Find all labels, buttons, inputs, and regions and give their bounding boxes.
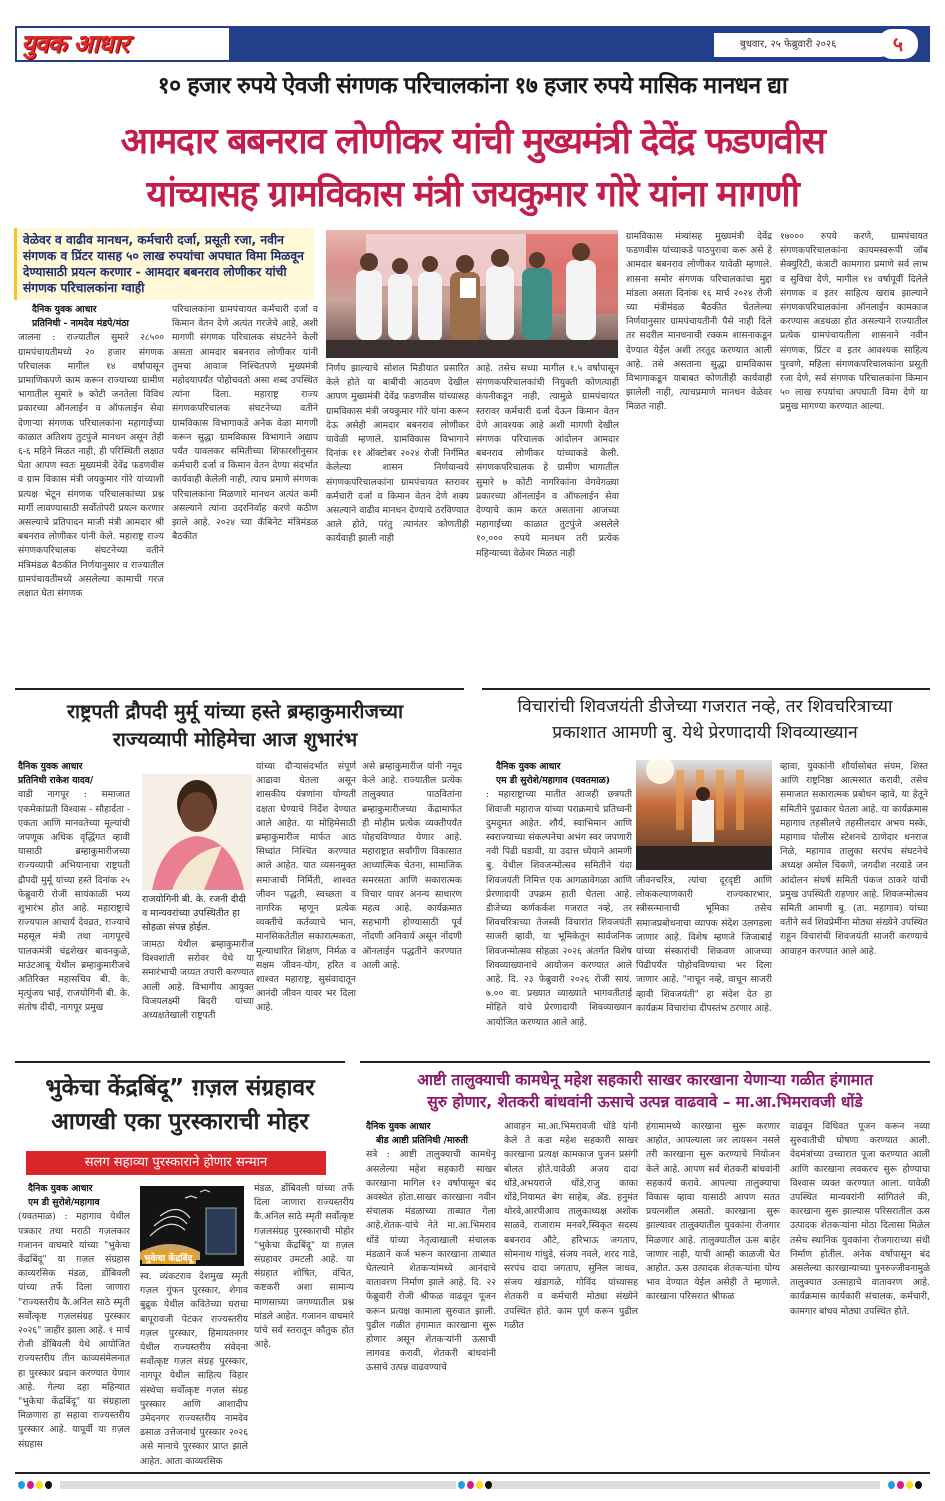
story2-column-2 (142, 938, 254, 1076)
story5-headline-line2: सुरु होणार, शेतकरी बांधवांनी ऊसाचे उत्पन्न वाढवावे – मा.आ.भिमरावजी धोंडे (427, 1093, 863, 1111)
story5-body-1: सत्रे : आष्टी तालुक्याची कामधेनू असलेल्या महेश सहकारी साखर कारखाना मागिल १२ वर्षापासून बंद अवस्थेत होता.साखर कारखाना नवीन संचालक मंडळाच्या ताब्यात गेला आहे.शेतक-यांचे नेते मा.आ.भिमराव धोंडे यांच्या नेतृत्वाखाली संचालक मंडळाने कर्ज भरून कारखाना ताब्यात घेतल्याने शेतकऱ्यांमध्ये आनंदाचे वातावरण निर्माण झाले आहे. दि. २२ फेब्रुवारी रोजी श्रीफळ वाढवून पूजन करून प्रत्यक्ष कामाला सुरुवात झाली. पुढील गळीत हंगामात कारखाना सुरू होणार असून शेतकऱ्यांनी ऊसाची लागवड करावी, शेतकरी बांधवांनी ऊसाचे उत्पन्न वाढवण्याचे (366, 1149, 496, 1374)
story2-byline-reporter: प्रतिनिधी राकेश यादव/ (18, 775, 94, 787)
story3-column-3 (780, 760, 928, 1075)
story5-byline-paper: दैनिक युवक आधार (366, 1121, 431, 1132)
section-divider (15, 688, 464, 690)
newspaper-logo: युवक आधार (17, 28, 229, 60)
registration-dot (18, 1481, 25, 1489)
story3-body-1: : महाराष्ट्राच्या मातीत आजही छत्रपती शिवाजी महाराज यांच्या पराक्रमाचे प्रतिध्वनी दुमदुमत आहेत. शौर्य, स्वाभिमान आणि स्वराज्याच्या संकल्पनेचा अभंग स्वर जपणारी नवी पिढी घडावी, या उदात्त ध्येयाने आमणी बु. येथील शिवजन्मोत्सव समितीने यंदा शिवजयंती निमित्त एक आगळावेगळा आणि प्रेरणादायी उपक्रम हाती घेतला आहे. डीजेच्या कर्णकर्कश गजरात नव्हे, तर शिवचरित्राच्या तेजस्वी विचारांत शिवजयंती साजरी व्हावी, या भूमिकेतून सार्वजनिक शिवजन्मोत्सव सोहळा २०२६ अंतर्गत विशेष शिवव्याख्यानाचे आयोजन करण्यात आले आहे. दि. २३ फेब्रुवारी २०२६ रोजी सायं. ७.०० वा. प्रख्यात व्याख्याते भागवतीताई मोहिते यांचे प्रेरणादायी शिवव्याख्यान आयोजित करण्यात आले आहे. (486, 789, 632, 1028)
story3-headline-line1: विचारांची शिवजयंती डीजेच्या गजरात नव्हे, तर शिवचरित्राच्या (517, 697, 893, 717)
lead-byline-reporter: प्रतिनिधी - नामदेव मंडपे/मंठा (32, 318, 129, 330)
registration-dot (467, 1481, 474, 1489)
story5-column-3 (646, 1120, 780, 1468)
registration-dot (888, 1481, 895, 1489)
story3-headline-line2: प्रकाशात आमणी बु. येथे प्रेरणादायी शिवव्याख्यान (552, 723, 858, 743)
lead-column-5 (626, 230, 772, 684)
story4-byline-reporter: एम डी सुरोशे/महागाव (28, 1197, 100, 1209)
lead-body-1: जालना : राज्यातील सुमारे २८५०० ग्रामपंचायतीमध्ये २० हजार संगणक परिचालक मागील १४ वर्षापासून प्रामाणिकपणे काम करून राज्याच्या ग्रामीण भागातील सुमारे ७ कोटी जनतेला विविध प्रकारच्या ऑनलाईन व ऑफलाईन सेवा देणाऱ्या संगणक परिचालकांना महागाईच्या काळात अतिशय तुटपुंजे मानधन असून तेही ६-६ महिने मिळत नाही, ही परिस्थिती लक्षात घेता आपण स्वतः मुख्यमंत्री देवेंद्र फडणवीस व ग्राम विकास मंत्री जयकुमार गोरे यांच्याशी प्रत्यक्ष भेटून संगणक परिचालकांच्या प्रश्न मार्गी लावण्यासाठी सर्वोतोपरी प्रयत्न करणार असल्याचे प्रतिपादन माजी मंत्री आमदार श्री बबनराव लोणीकर यांनी केले. महाराष्ट्र राज्य संगणकपरिचालक संघटनेच्या वतीने मंत्रिमंडळ बैठकीत निर्णयानुसार व राज्यातील ग्रामपंचायतीमध्ये असलेल्या कामाची गरज लक्षात घेता संगणक (18, 332, 164, 600)
story5-body-3: हंगामामध्ये कारखाना सुरू करणार आहोत, आपल्याला जर लायसन नसले तरी कारखाना सुरू करण्याचे नियोजन केले आहे. आपण सर्व शेतकरी बांधवांनी सहकार्य करावे. आपल्या तालुक्याचा विकास व्हावा यासाठी आपण सतत प्रयत्नशील असतो. कारखाना सुरू झाल्यावर तालुक्यातील युवकांना रोजगार मिळणार आहे. तालुक्यातील ऊस बाहेर जाणार नाही, याची आम्ही काळजी घेत आहोत. ऊस उत्पादक शेतकऱ्यांना योग्य भाव देण्यात येईल असेही ते म्हणाले. कारखाना परिसरात श्रीफळ (646, 1121, 780, 1303)
lead-column-2 (172, 303, 318, 685)
lead-photo-scene (326, 230, 618, 358)
story4-headline (15, 1071, 345, 1139)
lead-headline-line2: यांच्यासह ग्रामविकास मंत्री जयकुमार गोरे यांना मागणी (146, 174, 799, 215)
lead-subhead: वेळेवर व वाढीव मानधन, कर्मचारी दर्जा, प्रसूती रजा, नवीन संगणक व प्रिंटर यासह ५० लाख रुपयांचा अपघात विमा मिळवून देण्यासाठी प्रयत्न करणार - आमदार बबनराव लोणीकर यांची संगणक परिचालकांना ग्वाही (14, 228, 314, 300)
story5-column-1 (366, 1120, 496, 1468)
story3-body-3: व्हावा, युवकांनी शौर्यासोबत संयम, शिस्त आणि राष्ट्रनिष्ठा आत्मसात करावी, तसेच समाजात सकारात्मक प्रबोधन व्हावे, या हेतूने समितीने पुढाकार घेतला आहे. या कार्यक्रमास महागाव तहसीलचे तहसीलदार अभय मस्के, महागाव पोलीस स्टेशनचे ठाणेदार धनराज निळे, महागाव तालुका सरपंच संघटनेचे अध्यक्ष अमोल चिकणे, जगदीश नरवाडे जन आंदोलन संघर्ष समिती पंकज ठाकरे यांची प्रमुख उपस्थिती राहणार आहे. शिवजन्मोत्सव समिती आमणी बु. (ता. महागाव) यांच्या वतीने सर्व शिवप्रेमींना मोठ्या संख्येने उपस्थित राहून विचारांची शिवजयंती साजरी करण्याचे आवाहन करण्यात आले आहे. (780, 761, 928, 957)
registration-dot (915, 1481, 922, 1489)
story2-body-4: असे ब्रम्हाकुमारीज यांनी नमूद केले आहे. राज्यातील प्रत्येक तालुक्यात पाठवितांना ब्रम्हाकुमारीजच्या केंद्रामार्फत ही मोहीम प्रत्येक व्यक्तीपर्यंत पोहचविण्यात येणार आहे. महाराष्ट्रात सर्वांगीण विकासात आध्यात्मिक चेतना, सामाजिक समरसता आणि सकारात्मक विचार यावर अनन्य साधारण महत्व आहे. कार्यक्रमात सहभागी होण्यासाठी पूर्व नोंदणी अनिवार्य असून नोंदणी ऑनलाईन पद्धतीने करण्यात आली आहे. (362, 761, 462, 971)
story3-body-2: जीवनचरित्र, त्यांचा दूरदृष्टी आणि लोककल्याणकारी राज्यकारभार, स्त्रीसन्मानाची भूमिका तसेच समाजप्रबोधनाचा व्यापक संदेश उलगडला जाणार आहे. विशेष म्हणजे जिजाबाई यांच्या संस्कारांची शिकवण आजच्या पिढीपर्यंत पोहोचविण्याचा भर दिला जाणार आहे. "नाचून नव्हे, वाचून साजरी व्हावी शिवजयंती" हा संदेश देत हा कार्यक्रम विचारांचा दीपस्तंभ ठरणार आहे. (636, 875, 772, 1014)
story4-headline-line2: आणखी एका पुरस्काराची मोहर (51, 1109, 309, 1135)
lead-body-5: ग्रामविकास मंत्र्यांसह मुख्यमंत्री देवेंद्र फडणवीस यांच्याकडे पाठपुरावा करू असे हे आमदार बबनराव लोणीकर यावेळी म्हणाले. शासना समोर संगणक परिचालकांचा मुद्दा मांडला असता दिनांक १६ मार्च २०२४ रोजी च्या मंत्रीमंडळ बैठकीत घेतलेल्या निर्णयानुसार ग्रामपंचायतीनी पैसे नाही दिले तर सदरील मानधनाची रक्कम शासनाकडून देण्यात येईल अशी तरतूद करण्यात आली आहे. तसे असताना सुद्धा ग्रामविकास विभागाकडून याबाबत कोणतीही कार्यवाही झालेली नाही, त्याचप्रमाणे मानधन वेळेवर मिळत नाही. (626, 231, 772, 413)
story4-byline-paper: दैनिक युवक आधार (28, 1183, 93, 1194)
story2-body-3: यांच्या दौऱ्यासंदर्भात संपूर्ण आढावा घेतला असून शासकीय यंत्रणांना योग्यती दक्षता घेण्याचे निर्देश देण्यात आले आहेत. या मोहिमेसाठी ब्रम्हाकुमारीज मार्फत आठ सिध्दांत निश्चित करण्यात आले आहेत. यात व्यसनमुक्त समाजाची निर्मिती, शाश्वत जीवन पद्धती, स्वच्छता व नागरिक म्हणून प्रत्येक व्यक्तीचे कर्तव्याचे भान, मानसिकतेतील सकारात्मकता, मूल्याधारित शिक्षण, निर्मळ व सक्षम जीवन-योग, हरित व शाश्वत महाराष्ट्र, सुसंवादातून आनंदी जीवन यावर भर दिला आहे. (256, 761, 356, 1014)
section-divider (360, 1061, 930, 1063)
registration-dot (458, 1481, 465, 1489)
registration-dot (45, 1481, 52, 1489)
story5-body-2: आवाहन मा.आ.भिमरावजी धोंडे यांनी केले ते कडा महेश सहकारी साखर कारखाना प्रत्यक्ष कामकाज पुजन प्रसंगी बोलत होते.यावेळी अजय दादा धोंडे,अभयराजे धोंडे,राजु काका धोंडे,नियामत बेग साहेब, ॲड. हनुमंत थोरवे,आरपीआय तालुकाध्यक्ष अशोक साळवे, राजाराम मनवरे,स्विकृत सदस्य बबनराव औटे, हरिभाऊ जगताप, सोमनाथ गांधुडे, संजय नवले, शरद गाडे, सरपंच दादा जगताप, सुनिल जाधव, संजय खंडागळे, गोविंद यांच्यासह शेतकरी व कर्मचारी मोठ्या संख्येने उपस्थित होते. काम पूर्ण करून पुढील गळीत (504, 1121, 638, 1331)
lead-photo (326, 230, 618, 358)
lead-body-2: परिचालकांना ग्रामपंचायत कर्मचारी दर्जा व किमान वेतन देणे अत्यंत गरजेचे आहे, अशी मागणी संगणक परिचालक संघटनेने केली असता आमदार बबनराव लोणीकर यांनी तुमचा आवाज निश्चितपणे मुख्यमंत्री महोदयापर्यंत पोहोचवतो असा शब्द उपस्थित त्यांना दिला. महाराष्ट्र राज्य संगणकपरिचालक संघटनेच्या वतीने ग्रामविकास विभागाकडे अनेक वेळा मागणी करून सुद्धा ग्रामविकास विभागाने अद्याप पर्यंत यावलकर समितीच्या शिफारशीनुसार कर्मचारी दर्जा व किमान वेतन देण्या संदर्भात कार्यवाही केलेली नाही, त्याच प्रमाणे संगणक परिचालकांना मिळणारे मानधन अत्यंत कमी असल्याने त्यांना उदरनिर्वाह करणे कठीण झाले आहे. २०२४ च्या कॅबिनेट मंत्रिमंडळ बैठकीत (172, 304, 318, 543)
lead-column-4 (476, 362, 619, 684)
story3-byline-reporter: एम डी सुरोशे/महागाव (यवतमाळ) (496, 775, 611, 787)
story2-headline (15, 698, 455, 754)
story2-column-4 (362, 760, 462, 1075)
story2-column-3 (256, 760, 356, 1075)
issue-date: बुधवार, २५ फेब्रुवारी २०२६ (714, 33, 892, 57)
story5-body-4: वाढवून विधिवत पूजन करून नव्या सुरुवातीची घोषणा करण्यात आली. वेदमंत्रांच्या उच्चारात पूजा करण्यात आली आणि कारखाना लवकरच सुरू होण्याचा विश्वास व्यक्त करण्यात आला. यावेळी उपस्थित मान्यवरांनी सांगितले की, कारखाना सुरू झाल्यास परिसरातील ऊस उत्पादक शेतकऱ्यांना मोठा दिलासा मिळेल तसेच स्थानिक युवकांना रोजगाराच्या संधी निर्माण होतील. अनेक वर्षापासून बंद असलेल्या कारखान्याच्या पुनरुज्जीवनामुळे तालुक्यात उत्साहाचे वातावरण आहे. कार्यक्रमास कार्यकारी संचालक, कर्मचारी, कामगार बांधव मोठ्या उपस्थित होते. (790, 1121, 930, 1317)
registration-dot (897, 1481, 904, 1489)
page-number: ५ (878, 29, 918, 59)
section-divider (482, 688, 930, 690)
story5-column-4 (790, 1120, 930, 1468)
story2-body-1: वाडी नागपूर : समाजात एकमेकांप्रती विश्वास - सौहार्दता - एकता आणि मानवतेच्या मूल्यांची जपणूक अधिक वृद्धिंगत व्हावी यासाठी ब्रम्हाकुमारीजच्या राज्यव्यापी अभियानाचा राष्ट्रपती द्रौपदी मुर्मू यांच्या हस्ते दिनांक २५ फेब्रुवारी रोजी सायंकाळी भव्य शुभारंभ होत आहे. महाराष्ट्राचे राज्यपाल आचार्य देवव्रत, राज्याचे महसूल मंत्री तथा नागपूरचे पालकमंत्री चंद्रशेखर बावनकुळे, माउंटआबू येथील ब्रम्हाकुमारीजचे अतिरिक्त महासचिव बी. के. मृत्युंजय भाई, राजयोगिनी बी. के. संतोष दीदी, नागपूर प्रमुख (18, 789, 130, 1014)
registration-strip (60, 1481, 456, 1489)
lead-kicker: १० हजार रुपये ऐवजी संगणक परिचालकांना १७ हजार रुपये मासिक मानधन द्या (157, 73, 788, 99)
story4-body-2: स्व. व्यंकटराव देशमुख स्मृती गज़ल गुंफन पुरस्कार, शेगाव बुद्रुक येथील कवितेच्या घराचा बापूरावजी पेटकर राज्यस्तरीय गज़ल पुरस्कार, हिमायतनगर येथील राज्यस्तरीय संवेदना सर्वोत्कृष्ट गज़ल संग्रह पुरस्कार, नागपूर येथील साहित्य विहार संस्थेचा सर्वोत्कृष्ट गज़ल संग्रह पुरस्कार आणि आशादीप उमेदनगर राज्यस्तरीय नामदेव ढसाळ उत्तेजनार्थ पुरस्कार २०२६ असे मानाचे पुरस्कार प्राप्त झाले आहेत. आता काव्यरसिक (140, 1271, 248, 1467)
story2-byline-paper: दैनिक युवक आधार (18, 761, 83, 772)
story2-headline-line2: राज्यव्यापी मोहिमेचा आज शुभारंभ (112, 728, 358, 751)
story4-column-3 (254, 1182, 354, 1468)
story2-column-1 (18, 760, 130, 1075)
story4-column-2 (140, 1270, 248, 1468)
story3-photo (636, 760, 772, 870)
lead-column-1 (18, 303, 164, 685)
lead-body-3: निर्णय झाल्याचे सोशल मिडीयात प्रसारित केले होते या बाबीची आठवण देखील आपण मुख्यमंत्री देवेंद्र फडणवीस यांच्यासह ग्रामविकास मंत्री जयकुमार गोरे यांना करून देऊ असेही आमदार बबनराव लोणीकर यावेळी म्हणाले. ग्रामविकास विभागाने दिनांक ११ ऑक्टोबर २०२४ रोजी निर्गमित केलेल्या शासन निर्णयान्वये संगणकपरिचालकांना ग्रामपंचायत स्तरावर कर्मचारी दर्जा व किमान वेतन देणे शक्य असल्याने वाढीव मानधन देण्याचे ठरविण्यात आले होते, परंतु त्यानंतर कोणतीही कार्यवाही झाली नाही (326, 363, 469, 545)
story2-body-2: जामठा येथील ब्रम्हाकुमारीज विश्वशांती सरोवर येथे या समारंभाची जय्यत तयारी करण्यात आली आहे. विभागीय आयुक्त विजयलक्ष्मी बिदरी यांच्या अध्यक्षतेखाली राष्ट्रपती (142, 939, 254, 1022)
story3-byline-paper: दैनिक युवक आधार (496, 761, 561, 772)
story4-body-3: मंडळ, डोंबिवली यांच्या तर्फे दिला जाणारा राज्यस्तरीय कै.अनिल साठे स्मृती सर्वोत्कृष्ट गज़लसंग्रह पुरस्काराची मोहोर "भुकेचा केंद्रबिंदू" या ग़ज़ल संग्रहावर उमटली आहे. या संग्रहात शोषित, वंचित, कष्टकरी अशा सामान्य माणसाच्या जगण्यातील प्रश्न मांडले आहेत. गजानन वाघमारे यांचे सर्व स्तरातून कौतुक होत आहे. (254, 1183, 354, 1351)
story2-headline-line1: राष्ट्रपती द्रौपदी मुर्मू यांच्या हस्ते ब्रम्हाकुमारीजच्या (67, 700, 403, 723)
story3-headline (480, 694, 930, 746)
book-title-label: भुकेचा केंद्रबिंदू (144, 1254, 193, 1264)
story5-headline-line1: आष्टी तालुक्याची कामधेनू महेश सहकारी साखर कारखाना येणाऱ्या गळीत हंगामात (417, 1071, 873, 1089)
story5-headline (360, 1069, 930, 1113)
masthead-bar (15, 26, 930, 62)
story3-photo-scene (636, 760, 772, 870)
story2-photo-caption: राजयोगिनी बी. के. रजनी दीदी व मान्यवरांच्या उपस्थितीत हा सोहळा संपन्न होईल. (142, 894, 246, 933)
lead-column-3 (326, 362, 469, 684)
lead-body-6: १७००० रुपये करणे, ग्रामपंचायत संगणकपरिचालकांना कायमस्वरूपी जॉब सेक्युरिटी, कंत्राटी कामगारा प्रमाणे सर्व लाभ व सुविधा देणे, मागील १४ वर्षापूर्वी दिलेले संगणक व इतर साहित्य खराब झाल्याने संगणकपरिचालकांना ऑनलाईन कामकाज करण्यास अडथळा होत असल्याने राज्यातील प्रत्येक ग्रामपंचायतीला शासनाने नवीन संगणक, प्रिंटर व इतर आवश्यक साहित्य पुरवणे, महिला संगणकपरिचालकांना प्रसूती रजा देणे, सर्व संगणक परिचालकांना किमान ५० लाख रुपयांचा अपघाती विमा देणे या प्रमुख मागण्या करण्यात आल्या. (780, 231, 928, 413)
registration-dot (906, 1481, 913, 1489)
registration-strip (488, 1481, 880, 1489)
portrait-figure (142, 774, 252, 890)
lead-column-6 (780, 230, 928, 684)
registration-dot (476, 1481, 483, 1489)
section-divider (15, 1061, 345, 1063)
registration-dot (485, 1481, 492, 1489)
story4-tagline-banner: सलग सहाव्या पुरस्काराने होणार सन्मान (26, 1151, 326, 1175)
lead-byline-paper: दैनिक युवक आधार (32, 304, 97, 315)
story5-column-2 (504, 1120, 638, 1468)
registration-dot (36, 1481, 43, 1489)
story4-body-1: (यवतमाळ) : महागाव येथील पत्रकार तथा मराठी गज़लकार गजानन वाघमारे यांच्या "भुकेचा केंद्रबिंदू" या ग़ज़ल संग्रहास काव्यरसिक मंडळ, डोंबिवली यांच्या तर्फे दिला जाणारा "राज्यस्तरीय कै.अनिल साठे स्मृती सर्वोत्कृष्ट गज़लसंग्रह पुरस्कार २०२६" जाहीर झाला आहे. १ मार्च रोजी डोंबिवली येथे आयोजित राज्यस्तरीय तीन काव्यसंमेलनात हा पुरस्कार प्रदान करण्यात येणार आहे. गेल्या दहा महिन्यात "भुकेचा केंद्रबिंदू" या संग्रहाला मिळणारा हा सहावा राज्यस्तरीय पुरस्कार आहे. यापूर्वी या ग़ज़ल संग्रहास (18, 1211, 130, 1450)
story3-column-2 (636, 874, 772, 1074)
book-cover-image (140, 1186, 244, 1266)
lead-body-4: आहे. तसेच सध्या मागील १.५ वर्षापासून संगणकपरिचालकांची नियुक्ती कोणत्याही कंपनीकडून नाही, त्यामुळे ग्रामपंचायत स्तरावर कर्मचारी दर्जा देऊन किमान वेतन देणे आवश्यक आहे अशी मागणी देखील संगणक परिचालक आंदोलन आमदार बबनराव लोणीकर यांच्याकडे केली. संगणकपरिचालक हे ग्रामीण भागातील सुमारे ७ कोटी नागरिकांना वेगवेगळ्या प्रकारच्या ऑनलाईन व ऑफलाईन सेवा देण्याचे काम करत असताना आजच्या महागाईच्या काळात तुटपुंजे असलेले १०,००० रुपये मानधन तरी प्रत्येक महिन्याच्या वेळेवर मिळत नाही (476, 363, 619, 559)
story4-column-1 (18, 1182, 130, 1468)
lead-headline-line1: आमदार बबनराव लोणीकर यांची मुख्यमंत्री देवेंद्र फडणवीस (120, 121, 825, 162)
story2-portrait (142, 774, 252, 890)
footer-rule (15, 1472, 930, 1474)
story3-column-1 (486, 760, 632, 1075)
story5-byline-reporter: बीड आष्टी प्रतिनिधी /मारुती (376, 1135, 468, 1147)
story4-headline-line1: भुकेचा केंद्रबिंदू” ग़ज़ल संग्रहावर (45, 1075, 315, 1101)
registration-dot (27, 1481, 34, 1489)
